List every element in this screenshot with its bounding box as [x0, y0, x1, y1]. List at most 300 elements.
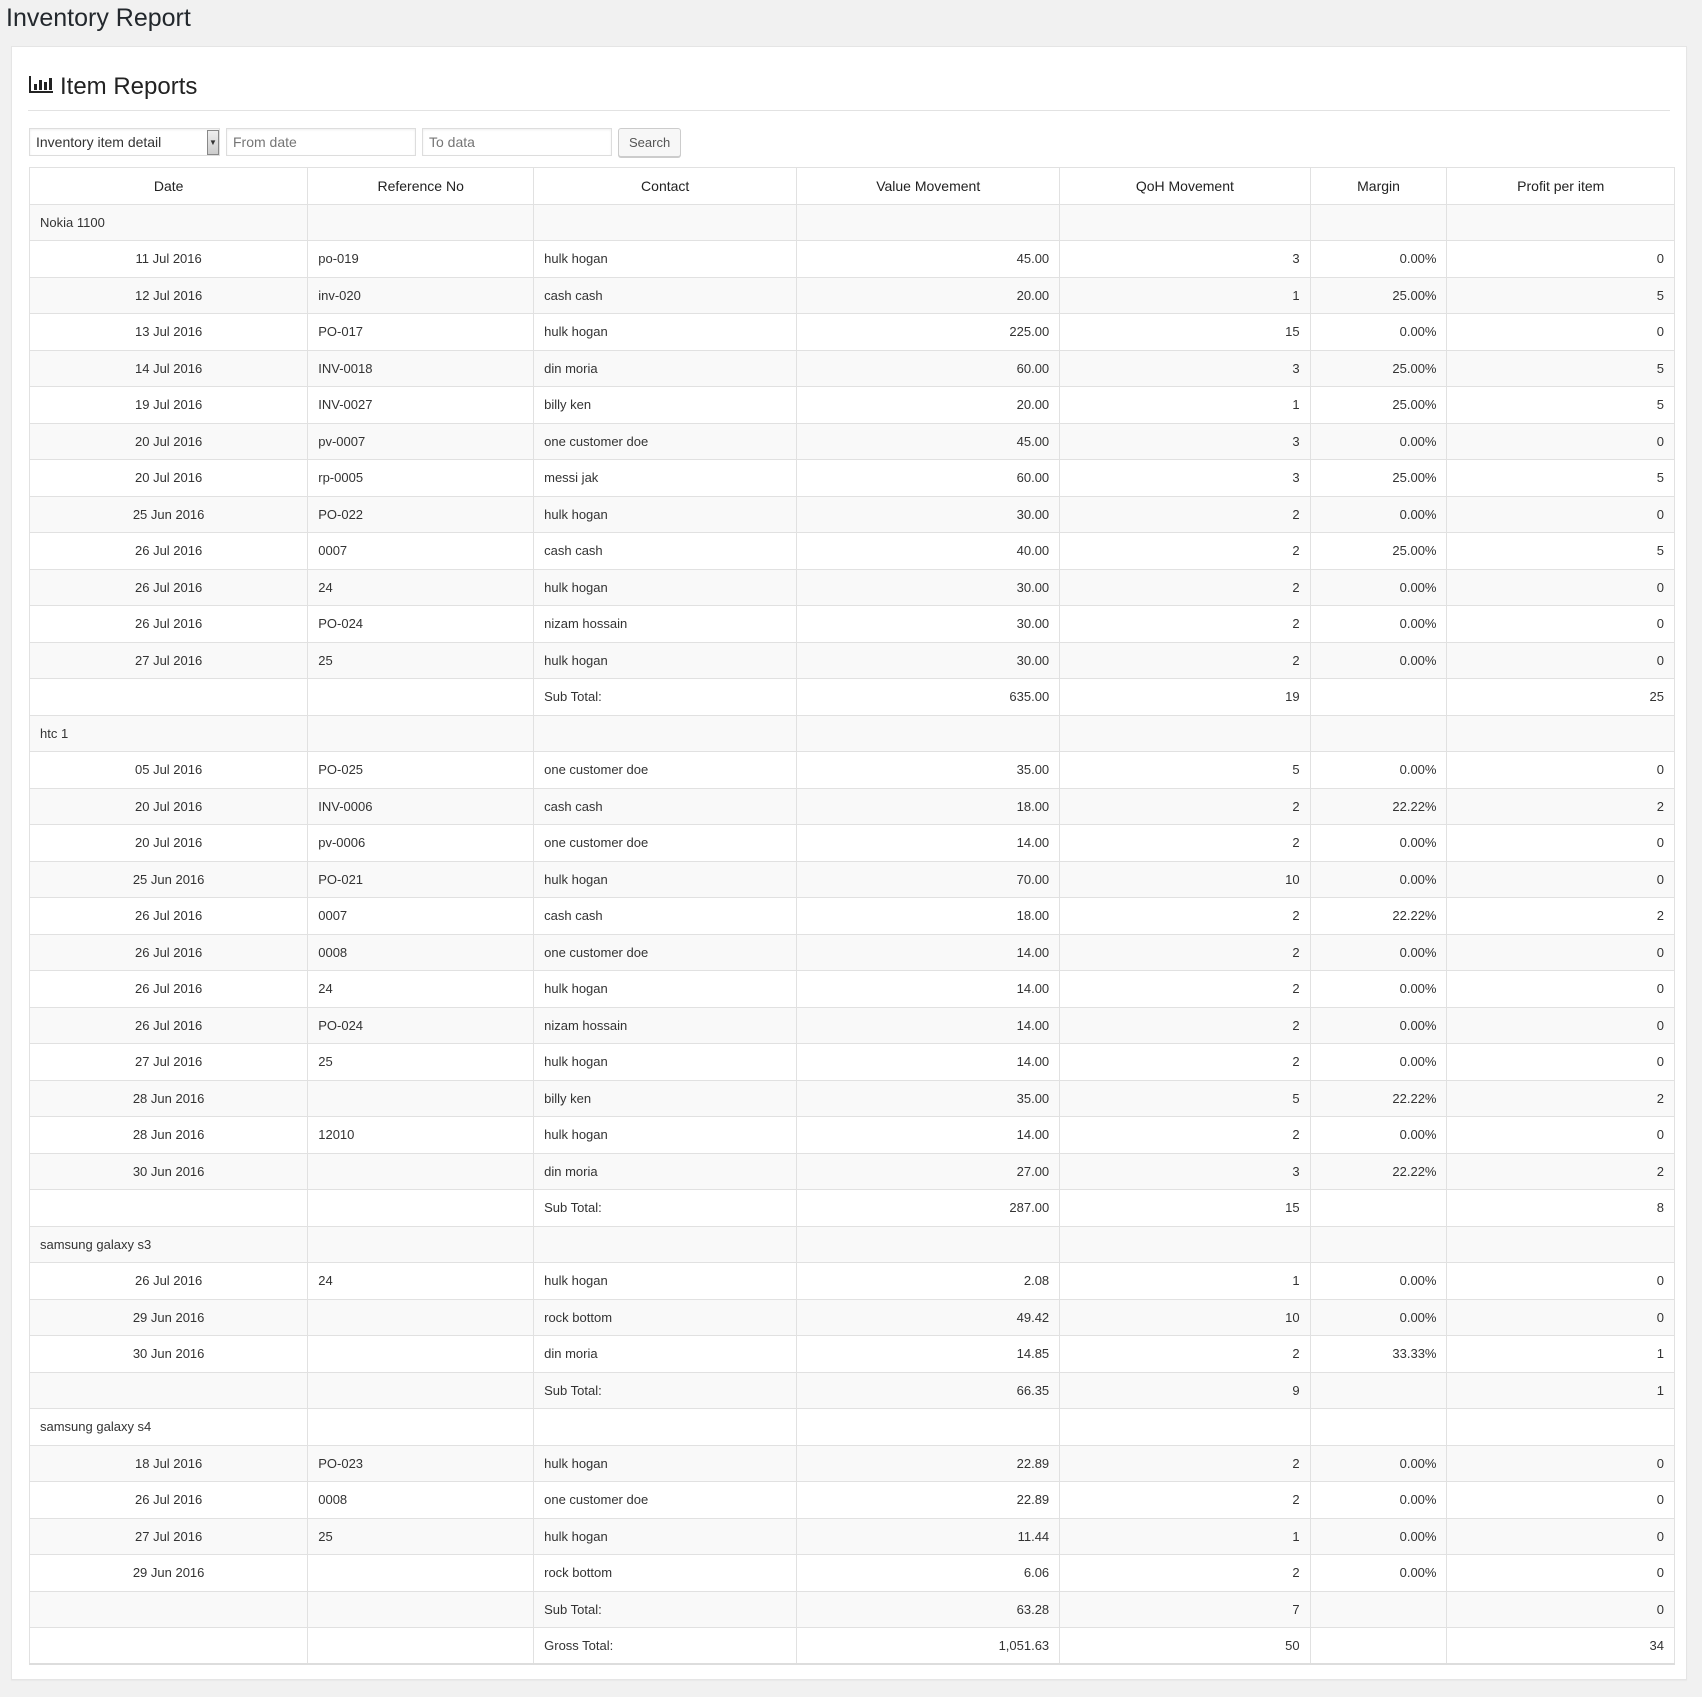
table-cell: 2: [1447, 898, 1675, 935]
table-cell: 0.00%: [1310, 569, 1447, 606]
table-cell: rock bottom: [534, 1299, 797, 1336]
table-cell: 2: [1060, 1007, 1310, 1044]
table-cell: 12010: [308, 1117, 534, 1154]
table-cell: 2: [1060, 825, 1310, 862]
table-cell: cash cash: [534, 277, 797, 314]
table-cell: hulk hogan: [534, 971, 797, 1008]
table-cell: [534, 1409, 797, 1446]
table-cell: din moria: [534, 1153, 797, 1190]
table-cell: 22.22%: [1310, 1153, 1447, 1190]
table-cell: [30, 1190, 308, 1227]
table-cell: 8: [1447, 1190, 1675, 1227]
page-title: Inventory Report: [6, 4, 191, 32]
table-cell: 27 Jul 2016: [30, 1518, 308, 1555]
table-cell: hulk hogan: [534, 1263, 797, 1300]
table-cell: [30, 679, 308, 716]
table-cell: 11.44: [797, 1518, 1060, 1555]
table-row: [30, 1336, 1675, 1373]
table-cell: 2: [1447, 1153, 1675, 1190]
table-cell: 225.00: [797, 314, 1060, 351]
table-cell: [1310, 1409, 1447, 1446]
table-cell: 26 Jul 2016: [30, 971, 308, 1008]
table-cell: 40.00: [797, 533, 1060, 570]
table-cell: 0.00%: [1310, 825, 1447, 862]
table-cell: 05 Jul 2016: [30, 752, 308, 789]
table-cell: 0: [1447, 1299, 1675, 1336]
table-cell: [308, 204, 534, 241]
table-cell: po-019: [308, 241, 534, 278]
table-cell: 0: [1447, 606, 1675, 643]
table-row: [30, 1445, 1675, 1482]
table-cell: 2: [1060, 788, 1310, 825]
table-cell: cash cash: [534, 898, 797, 935]
group-header-row: [30, 715, 1675, 752]
table-cell: inv-020: [308, 277, 534, 314]
table-cell: 26 Jul 2016: [30, 569, 308, 606]
table-cell: 0: [1447, 1117, 1675, 1154]
table-cell: 25.00%: [1310, 277, 1447, 314]
table-cell: [30, 1591, 308, 1628]
table-cell: 28 Jun 2016: [30, 1117, 308, 1154]
table-cell: [308, 715, 534, 752]
table-cell: 13 Jul 2016: [30, 314, 308, 351]
table-cell: 66.35: [797, 1372, 1060, 1409]
table-cell: 26 Jul 2016: [30, 898, 308, 935]
table-cell: 28 Jun 2016: [30, 1080, 308, 1117]
column-header: Value Movement: [797, 168, 1060, 205]
table-cell: 1: [1060, 387, 1310, 424]
table-cell: 25: [308, 1044, 534, 1081]
table-cell: Sub Total:: [534, 1372, 797, 1409]
table-cell: hulk hogan: [534, 314, 797, 351]
table-row: [30, 788, 1675, 825]
table-cell: hulk hogan: [534, 642, 797, 679]
table-cell: 14.00: [797, 1117, 1060, 1154]
column-header: Contact: [534, 168, 797, 205]
table-cell: [1447, 1409, 1675, 1446]
table-row: [30, 496, 1675, 533]
table-cell: 26 Jul 2016: [30, 533, 308, 570]
column-header: Profit per item: [1447, 168, 1675, 205]
table-cell: 1: [1060, 277, 1310, 314]
table-cell: 5: [1447, 277, 1675, 314]
table-row: [30, 1263, 1675, 1300]
table-cell: PO-022: [308, 496, 534, 533]
table-cell: [1310, 1190, 1447, 1227]
table-cell: 0.00%: [1310, 1482, 1447, 1519]
table-cell: 20 Jul 2016: [30, 460, 308, 497]
table-cell: [308, 1153, 534, 1190]
table-cell: [1447, 204, 1675, 241]
table-cell: 14.00: [797, 1007, 1060, 1044]
table-cell: 0.00%: [1310, 241, 1447, 278]
table-row: [30, 752, 1675, 789]
table-row: [30, 533, 1675, 570]
table-cell: 26 Jul 2016: [30, 1263, 308, 1300]
table-cell: 5: [1447, 387, 1675, 424]
table-cell: 0: [1447, 642, 1675, 679]
table-cell: [308, 1591, 534, 1628]
column-header: Reference No: [308, 168, 534, 205]
table-cell: 0: [1447, 314, 1675, 351]
table-cell: 10: [1060, 861, 1310, 898]
table-cell: [1310, 1628, 1447, 1665]
table-row: [30, 569, 1675, 606]
table-cell: 14 Jul 2016: [30, 350, 308, 387]
table-cell: 0: [1447, 752, 1675, 789]
table-cell: [534, 715, 797, 752]
table-cell: 25: [308, 642, 534, 679]
table-cell: 30.00: [797, 496, 1060, 533]
table-cell: 14.00: [797, 1044, 1060, 1081]
table-cell: 29 Jun 2016: [30, 1555, 308, 1592]
table-cell: 22.22%: [1310, 788, 1447, 825]
table-row: [30, 350, 1675, 387]
table-cell: 19: [1060, 679, 1310, 716]
table-cell: one customer doe: [534, 423, 797, 460]
table-cell: 2: [1060, 1445, 1310, 1482]
table-cell: Nokia 1100: [30, 204, 308, 241]
table-cell: 1: [1060, 1518, 1310, 1555]
table-cell: 18.00: [797, 898, 1060, 935]
table-cell: 9: [1060, 1372, 1310, 1409]
to-date-input[interactable]: [422, 128, 612, 156]
table-row: [30, 277, 1675, 314]
table-cell: 19 Jul 2016: [30, 387, 308, 424]
table-row: [30, 460, 1675, 497]
table-cell: 0: [1447, 241, 1675, 278]
group-header-row: [30, 1409, 1675, 1446]
table-row: [30, 971, 1675, 1008]
subtotal-row: [30, 1591, 1675, 1628]
table-cell: messi jak: [534, 460, 797, 497]
filter-bar: [29, 127, 1670, 157]
table-cell: 5: [1447, 533, 1675, 570]
column-header: QoH Movement: [1060, 168, 1310, 205]
table-cell: [1060, 1226, 1310, 1263]
table-cell: 5: [1060, 1080, 1310, 1117]
table-cell: 0: [1447, 1518, 1675, 1555]
table-cell: PO-021: [308, 861, 534, 898]
table-cell: PO-024: [308, 1007, 534, 1044]
table-cell: [534, 204, 797, 241]
table-cell: 25.00%: [1310, 350, 1447, 387]
table-row: [30, 314, 1675, 351]
table-cell: 63.28: [797, 1591, 1060, 1628]
table-cell: 2: [1060, 1044, 1310, 1081]
table-cell: 0.00%: [1310, 1007, 1447, 1044]
table-cell: 18.00: [797, 788, 1060, 825]
table-cell: 0.00%: [1310, 1445, 1447, 1482]
table-cell: 22.89: [797, 1482, 1060, 1519]
table-cell: 1: [1447, 1336, 1675, 1373]
table-row: [30, 825, 1675, 862]
group-header-row: [30, 204, 1675, 241]
table-cell: 25.00%: [1310, 460, 1447, 497]
table-cell: one customer doe: [534, 825, 797, 862]
table-row: [30, 1153, 1675, 1190]
table-cell: PO-025: [308, 752, 534, 789]
table-cell: [308, 1628, 534, 1665]
table-cell: [1447, 715, 1675, 752]
table-cell: nizam hossain: [534, 1007, 797, 1044]
table-cell: 0.00%: [1310, 861, 1447, 898]
table-cell: 2: [1060, 934, 1310, 971]
table-cell: 5: [1060, 752, 1310, 789]
table-cell: 0.00%: [1310, 1555, 1447, 1592]
table-cell: 30.00: [797, 569, 1060, 606]
table-cell: 2: [1060, 1117, 1310, 1154]
table-cell: 2: [1060, 1555, 1310, 1592]
table-cell: 45.00: [797, 241, 1060, 278]
table-cell: 0: [1447, 1263, 1675, 1300]
table-row: [30, 1555, 1675, 1592]
table-cell: 33.33%: [1310, 1336, 1447, 1373]
table-cell: 22.22%: [1310, 898, 1447, 935]
table-cell: 30.00: [797, 606, 1060, 643]
table-cell: [797, 715, 1060, 752]
table-cell: 2: [1447, 788, 1675, 825]
table-cell: 5: [1447, 460, 1675, 497]
table-cell: samsung galaxy s3: [30, 1226, 308, 1263]
table-cell: [308, 1336, 534, 1373]
table-cell: 20 Jul 2016: [30, 788, 308, 825]
table-cell: 3: [1060, 350, 1310, 387]
table-cell: [30, 1372, 308, 1409]
table-cell: 1,051.63: [797, 1628, 1060, 1665]
table-cell: din moria: [534, 1336, 797, 1373]
table-cell: 25.00%: [1310, 533, 1447, 570]
table-cell: 14.00: [797, 971, 1060, 1008]
table-cell: Gross Total:: [534, 1628, 797, 1665]
table-cell: 20 Jul 2016: [30, 825, 308, 862]
table-cell: nizam hossain: [534, 606, 797, 643]
report-table: [29, 167, 1675, 1665]
table-row: [30, 1299, 1675, 1336]
table-cell: 45.00: [797, 423, 1060, 460]
from-date-input[interactable]: [226, 128, 416, 156]
table-cell: 0.00%: [1310, 1117, 1447, 1154]
table-cell: 27 Jul 2016: [30, 1044, 308, 1081]
table-cell: 25: [308, 1518, 534, 1555]
table-cell: [308, 1080, 534, 1117]
table-cell: 35.00: [797, 1080, 1060, 1117]
subtotal-row: [30, 1372, 1675, 1409]
table-cell: 0007: [308, 898, 534, 935]
table-row: [30, 1482, 1675, 1519]
search-button[interactable]: Search: [618, 128, 681, 157]
table-cell: [1310, 1372, 1447, 1409]
table-cell: one customer doe: [534, 1482, 797, 1519]
table-cell: 0: [1447, 861, 1675, 898]
table-cell: 29 Jun 2016: [30, 1299, 308, 1336]
table-cell: samsung galaxy s4: [30, 1409, 308, 1446]
table-row: [30, 898, 1675, 935]
table-cell: 0008: [308, 934, 534, 971]
table-cell: [797, 1409, 1060, 1446]
table-cell: 0: [1447, 1044, 1675, 1081]
table-cell: 12 Jul 2016: [30, 277, 308, 314]
table-cell: hulk hogan: [534, 1445, 797, 1482]
table-cell: 287.00: [797, 1190, 1060, 1227]
table-cell: 22.22%: [1310, 1080, 1447, 1117]
table-cell: 2: [1447, 1080, 1675, 1117]
table-cell: 25 Jun 2016: [30, 861, 308, 898]
table-row: [30, 387, 1675, 424]
table-cell: 0: [1447, 934, 1675, 971]
table-cell: 2: [1060, 898, 1310, 935]
table-cell: 26 Jul 2016: [30, 606, 308, 643]
table-cell: 5: [1447, 350, 1675, 387]
table-cell: 0.00%: [1310, 1299, 1447, 1336]
table-cell: 2: [1060, 606, 1310, 643]
table-cell: 2.08: [797, 1263, 1060, 1300]
table-cell: 27 Jul 2016: [30, 642, 308, 679]
table-cell: 7: [1060, 1591, 1310, 1628]
table-row: [30, 1007, 1675, 1044]
table-cell: 14.00: [797, 934, 1060, 971]
table-cell: 1: [1447, 1372, 1675, 1409]
table-cell: 20 Jul 2016: [30, 423, 308, 460]
table-cell: 0.00%: [1310, 314, 1447, 351]
table-cell: hulk hogan: [534, 569, 797, 606]
table-cell: 3: [1060, 460, 1310, 497]
table-cell: 0: [1447, 971, 1675, 1008]
table-cell: 0: [1447, 825, 1675, 862]
table-cell: [534, 1226, 797, 1263]
table-cell: 30 Jun 2016: [30, 1153, 308, 1190]
table-cell: 0.00%: [1310, 1263, 1447, 1300]
table-cell: 0.00%: [1310, 1518, 1447, 1555]
table-cell: [1310, 204, 1447, 241]
table-cell: 26 Jul 2016: [30, 934, 308, 971]
table-cell: 3: [1060, 423, 1310, 460]
report-type-select[interactable]: [29, 128, 220, 156]
table-cell: 0: [1447, 496, 1675, 533]
table-cell: [30, 1628, 308, 1665]
table-cell: 1: [1060, 1263, 1310, 1300]
table-cell: 2: [1060, 642, 1310, 679]
table-cell: [1060, 715, 1310, 752]
table-cell: hulk hogan: [534, 1117, 797, 1154]
table-cell: rp-0005: [308, 460, 534, 497]
table-cell: 0.00%: [1310, 971, 1447, 1008]
table-cell: PO-017: [308, 314, 534, 351]
table-cell: 6.06: [797, 1555, 1060, 1592]
table-cell: 2: [1060, 533, 1310, 570]
table-cell: 24: [308, 1263, 534, 1300]
table-row: [30, 934, 1675, 971]
table-cell: 22.89: [797, 1445, 1060, 1482]
table-cell: din moria: [534, 350, 797, 387]
table-cell: 24: [308, 569, 534, 606]
table-cell: PO-023: [308, 1445, 534, 1482]
table-row: [30, 1518, 1675, 1555]
table-cell: 60.00: [797, 350, 1060, 387]
table-cell: cash cash: [534, 533, 797, 570]
table-cell: 3: [1060, 241, 1310, 278]
table-cell: 11 Jul 2016: [30, 241, 308, 278]
table-cell: 49.42: [797, 1299, 1060, 1336]
table-cell: 2: [1060, 1336, 1310, 1373]
table-cell: INV-0018: [308, 350, 534, 387]
table-cell: 0.00%: [1310, 934, 1447, 971]
table-cell: 15: [1060, 314, 1310, 351]
table-cell: 34: [1447, 1628, 1675, 1665]
column-header: Date: [30, 168, 308, 205]
table-row: [30, 241, 1675, 278]
table-cell: Sub Total:: [534, 1190, 797, 1227]
table-row: [30, 1080, 1675, 1117]
table-cell: 25: [1447, 679, 1675, 716]
table-cell: 0: [1447, 423, 1675, 460]
table-cell: 0.00%: [1310, 642, 1447, 679]
table-cell: [308, 1372, 534, 1409]
table-cell: 30 Jun 2016: [30, 1336, 308, 1373]
table-cell: Sub Total:: [534, 679, 797, 716]
table-cell: hulk hogan: [534, 861, 797, 898]
table-cell: 3: [1060, 1153, 1310, 1190]
table-cell: 20.00: [797, 387, 1060, 424]
column-header: Margin: [1310, 168, 1447, 205]
table-cell: 18 Jul 2016: [30, 1445, 308, 1482]
table-cell: hulk hogan: [534, 241, 797, 278]
table-row: [30, 606, 1675, 643]
subtotal-row: [30, 1190, 1675, 1227]
table-cell: billy ken: [534, 1080, 797, 1117]
table-cell: [1310, 679, 1447, 716]
table-cell: INV-0006: [308, 788, 534, 825]
bar-chart-icon: [28, 74, 54, 99]
table-cell: 0008: [308, 1482, 534, 1519]
table-cell: 14.85: [797, 1336, 1060, 1373]
table-cell: 14.00: [797, 825, 1060, 862]
table-cell: 70.00: [797, 861, 1060, 898]
table-cell: [308, 1226, 534, 1263]
table-cell: 0: [1447, 1591, 1675, 1628]
table-cell: billy ken: [534, 387, 797, 424]
table-cell: htc 1: [30, 715, 308, 752]
table-cell: 50: [1060, 1628, 1310, 1665]
table-cell: [308, 1299, 534, 1336]
table-cell: 27.00: [797, 1153, 1060, 1190]
table-cell: [1060, 1409, 1310, 1446]
table-cell: 24: [308, 971, 534, 1008]
table-cell: 0: [1447, 1482, 1675, 1519]
table-row: [30, 1117, 1675, 1154]
table-cell: 15: [1060, 1190, 1310, 1227]
table-cell: 0: [1447, 1555, 1675, 1592]
table-cell: 0: [1447, 569, 1675, 606]
table-cell: 30.00: [797, 642, 1060, 679]
table-cell: 0.00%: [1310, 606, 1447, 643]
table-cell: 25 Jun 2016: [30, 496, 308, 533]
table-cell: hulk hogan: [534, 1518, 797, 1555]
table-cell: 635.00: [797, 679, 1060, 716]
table-cell: one customer doe: [534, 752, 797, 789]
table-cell: [1060, 204, 1310, 241]
table-cell: rock bottom: [534, 1555, 797, 1592]
table-row: [30, 642, 1675, 679]
table-cell: [1447, 1226, 1675, 1263]
group-header-row: [30, 1226, 1675, 1263]
table-cell: [308, 1409, 534, 1446]
table-cell: [1310, 1226, 1447, 1263]
table-cell: 0.00%: [1310, 752, 1447, 789]
table-cell: INV-0027: [308, 387, 534, 424]
table-cell: 2: [1060, 1482, 1310, 1519]
card-title: Item Reports: [60, 72, 198, 100]
